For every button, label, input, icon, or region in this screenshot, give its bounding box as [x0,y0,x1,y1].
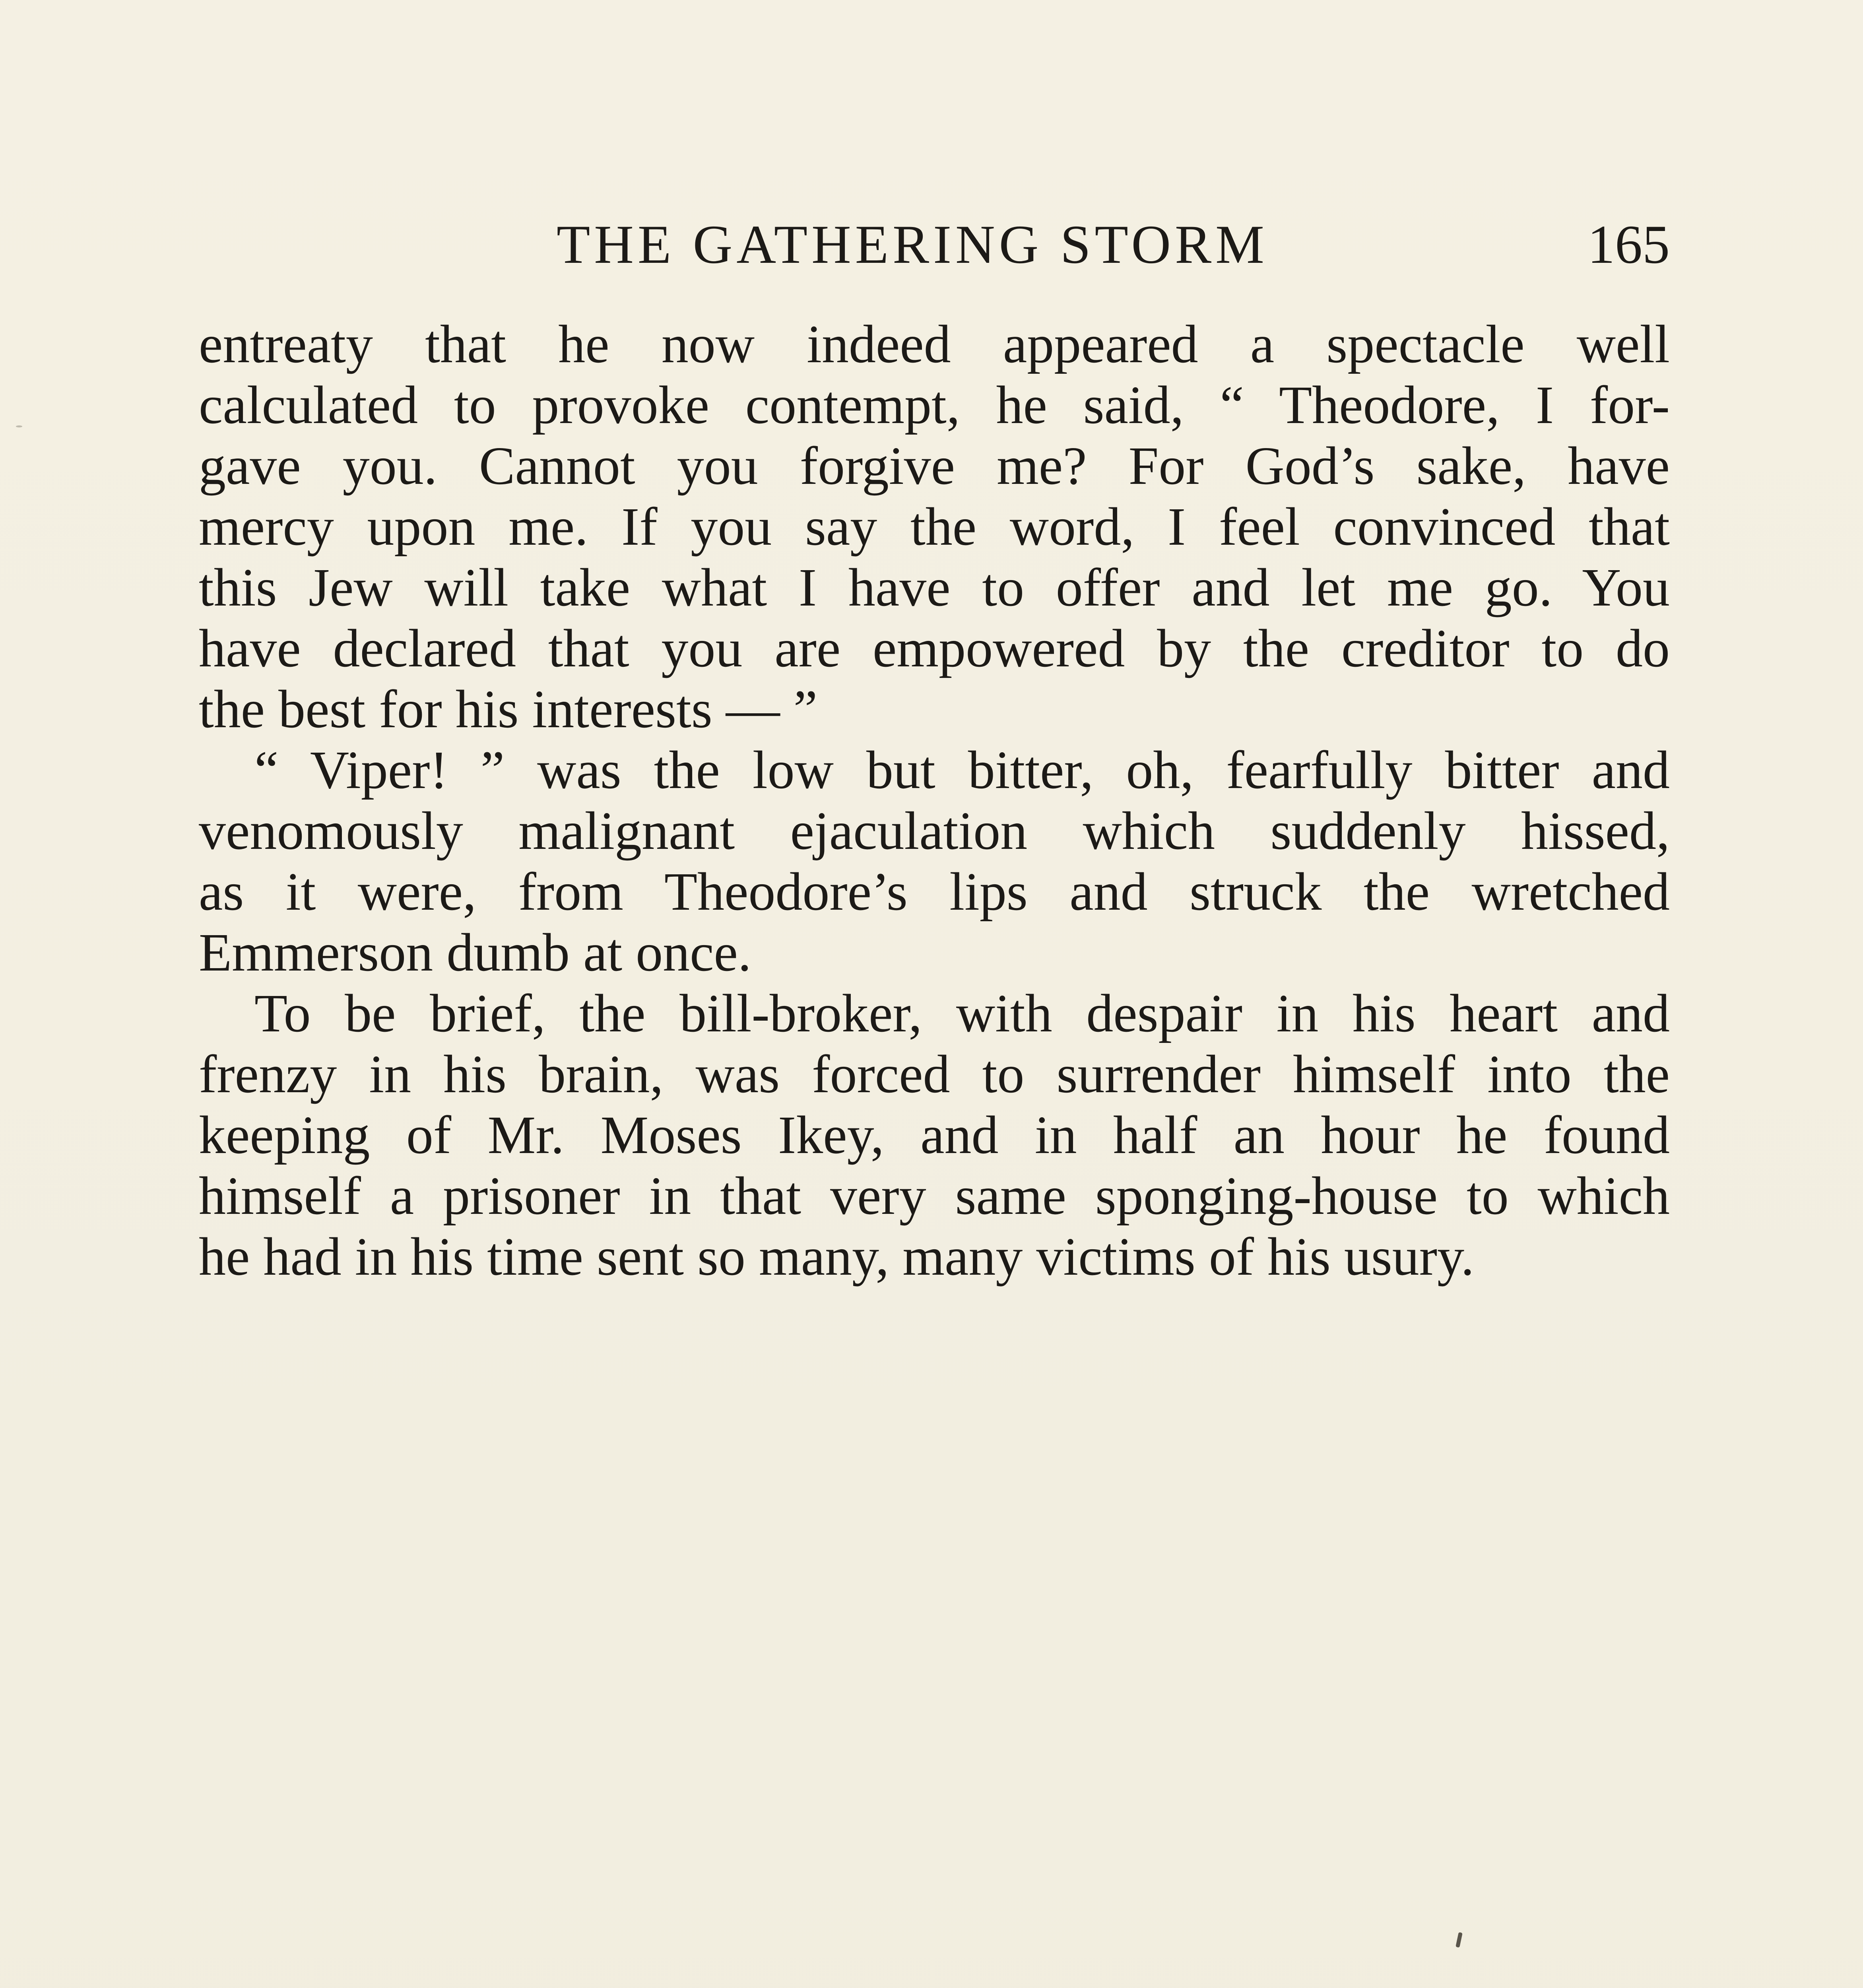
text-line: “ Viper! ” was the low but bitter, oh, fearfully bitter and [254,740,1670,800]
text-line: as it were, from Theodore’s lips and struck the wretched [199,862,1670,922]
text-line: calculated to provoke contempt, he said, “ Theodore, I for- [199,375,1670,435]
text-line: have declared that you are empowered by the creditor to do [199,619,1670,678]
paragraph-1 [199,314,1670,740]
text-line: mercy upon me. If you say the word, I feel convinced that [199,497,1670,557]
text-line: the best for his interests — ” [199,679,818,739]
text-line: keeping of Mr. Moses Ikey, and in half an hour he found [199,1105,1670,1165]
running-head: THE GATHERING STORM [557,214,1268,275]
text-line: this Jew will take what I have to offer and let me go. You [199,558,1670,617]
text-line: entreaty that he now indeed appeared a spectacle well [199,315,1670,374]
page-header [199,207,1670,282]
text-line: himself a prisoner in that very same sponging-house to which [199,1166,1670,1226]
text-line: To be brief, the bill-broker, with despair in his heart and [254,984,1670,1043]
paper-speck [1455,1932,1463,1947]
text-line: Emmerson dumb at once. [199,923,751,982]
paper-speck [16,425,22,427]
body-text [199,314,1670,1287]
page-number: 165 [1587,214,1670,275]
paragraph-2 [199,740,1670,983]
text-line: frenzy in his brain, was forced to surrender himself into the [199,1044,1670,1104]
text-line: gave you. Cannot you forgive me? For God’s sake, have [199,436,1670,496]
text-line: venomously malignant ejaculation which suddenly hissed, [199,801,1670,861]
text-line: he had in his time sent so many, many victims of his usury. [199,1227,1475,1287]
paragraph-3 [199,983,1670,1287]
